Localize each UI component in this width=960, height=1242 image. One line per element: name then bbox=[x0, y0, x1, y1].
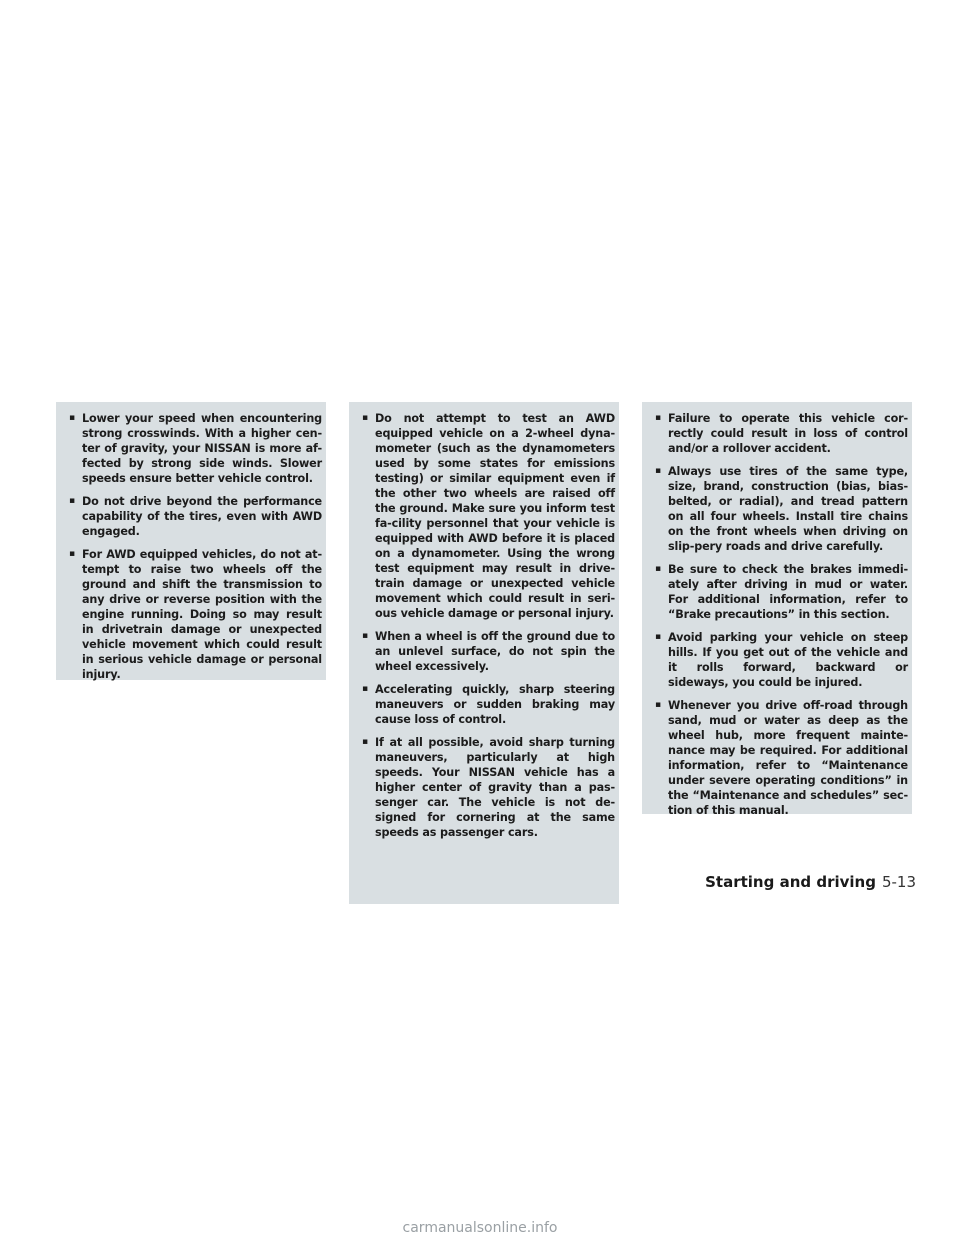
list-item: ▪ Whenever you drive off-road through sand, mud or water as deep as the wheel hub, more frequent mainte-nance may be required. For additional information, refer to “Maintenance under severe operating conditions” in the “Maintenance and schedules” sec-tion of this manual. bbox=[654, 698, 908, 818]
warning-box-column-2 bbox=[349, 402, 619, 904]
list-item: ▪ Do not drive beyond the performance capability of the tires, even with AWD engaged. bbox=[68, 494, 322, 539]
list-item: ▪ Always use tires of the same type, size, brand, construction (bias, bias-belted, or radial), and tread pattern on all four wheels. Install tire chains on the front wheels when driving on slip-pery roads and drive carefully. bbox=[654, 464, 908, 554]
warning-list bbox=[361, 411, 615, 840]
list-item: ▪ Failure to operate this vehicle cor-rectly could result in loss of control and/or a rollover accident. bbox=[654, 411, 908, 456]
warning-box-column-3 bbox=[642, 402, 912, 817]
list-item: ▪ Accelerating quickly, sharp steering maneuvers or sudden braking may cause loss of control. bbox=[361, 682, 615, 727]
warning-list bbox=[68, 411, 322, 682]
list-item: ▪ Avoid parking your vehicle on steep hills. If you get out of the vehicle and it rolls forward, backward or sideways, you could be injured. bbox=[654, 630, 908, 690]
list-item: ▪ Be sure to check the brakes immedi-ately after driving in mud or water. For additional information, refer to “Brake precautions” in this section. bbox=[654, 562, 908, 622]
page-footer bbox=[705, 873, 916, 891]
warning-list bbox=[654, 411, 908, 818]
list-item: ▪ Do not attempt to test an AWD equipped vehicle on a 2-wheel dyna-mometer (such as the dynamometers used by some states for emissions testing) or similar equipment even if the other two wheels are raised off the ground. Make sure you inform test fa-cility personnel that your vehicle is equipped with AWD before it is placed on a dynamometer. Using the wrong test equipment may result in drive-train damage or unexpected vehicle movement which could result in seri-ous vehicle damage or personal injury. bbox=[361, 411, 615, 621]
page-number: 5-13 bbox=[881, 873, 916, 891]
list-item: ▪ When a wheel is off the ground due to an unlevel surface, do not spin the wheel excessively. bbox=[361, 629, 615, 674]
list-item: ▪ For AWD equipped vehicles, do not at-tempt to raise two wheels off the ground and shift the transmission to any drive or reverse position with the engine running. Doing so may result in drivetrain damage or unexpected vehicle movement which could result in serious vehicle damage or personal injury. bbox=[68, 547, 322, 682]
list-item: ▪ Lower your speed when encountering strong crosswinds. With a higher cen-ter of gravity, your NISSAN is more af-fected by strong side winds. Slower speeds ensure better vehicle control. bbox=[68, 411, 322, 486]
footer-section-title: Starting and driving bbox=[705, 873, 876, 891]
warning-box-column-1 bbox=[56, 402, 326, 680]
watermark[interactable]: carmanualsonline.info bbox=[402, 1220, 558, 1236]
list-item: ▪ If at all possible, avoid sharp turning maneuvers, particularly at high speeds. Your NISSAN vehicle has a higher center of gravity than a pas-senger car. The vehicle is not de-signed for cornering at the same speeds as passenger cars. bbox=[361, 735, 615, 840]
